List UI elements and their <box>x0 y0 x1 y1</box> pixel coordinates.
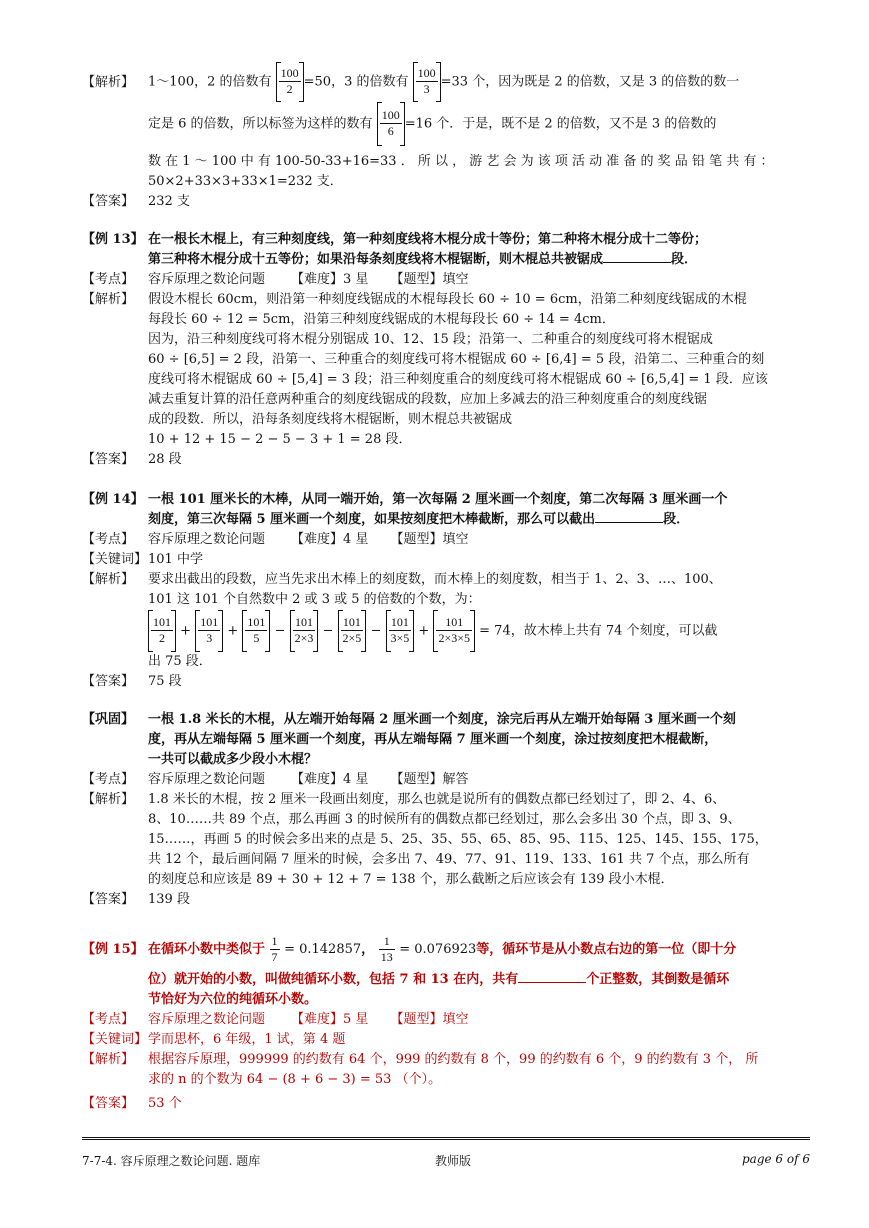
tag-daan: 【答案】 <box>82 194 135 209</box>
example-tag: 【例 13】 <box>82 232 144 247</box>
answer-blank <box>603 250 671 263</box>
numerator: 101 <box>247 615 266 629</box>
difficulty: 5 星 <box>343 1012 369 1027</box>
difficulty: 3 星 <box>343 272 369 287</box>
type-label: 【题型】 <box>390 532 443 547</box>
tag-jiexi: 【解析】 <box>82 74 135 90</box>
solution-text: 10 + 12 + 15 − 2 − 5 − 3 + 1 = 28 段． <box>148 432 412 447</box>
topic: 容斥原理之数论问题 <box>148 532 266 547</box>
question-text: 位）就开始的小数，叫做纯循环小数，包括 7 和 13 在内，共有 <box>148 972 519 987</box>
question-text: 在一根长木棍上，有三种刻度线，第一种刻度线将木棍分成十等份；第二种将木棍分成十二等份； <box>148 232 708 247</box>
numerator: 101 <box>445 615 464 629</box>
fraction <box>379 934 395 965</box>
tag-kaodian: 【考点】 <box>82 772 135 787</box>
numerator: 101 <box>294 615 313 629</box>
footer-page-number: page 6 of 6 <box>742 1152 810 1166</box>
type-label: 【题型】 <box>390 272 443 287</box>
denominator: 13 <box>380 950 393 964</box>
question-text: 一根 101 厘米长的木棒，从同一端开始，第一次每隔 2 厘米画一个刻度，第二次每隔 3 厘米画一个 <box>148 492 728 507</box>
question-type: 填空 <box>442 272 469 287</box>
operator: + <box>227 623 239 639</box>
denominator: 2 <box>151 630 173 646</box>
question-text: 段． <box>671 252 698 267</box>
difficulty-label: 【难度】 <box>291 532 344 547</box>
difficulty: 4 星 <box>343 532 369 547</box>
text-line: 数 在 1 ～ 100 中 有 100-50-33+16=33 ． 所 以 ， 游 艺 会 为 该 项 活 动 准 备 的 奖 品 铅 笔 共 有 ： <box>148 154 774 169</box>
text: =16 个．于是，既不是 2 的倍数，又不是 3 的倍数的 <box>404 116 717 132</box>
numerator: 100 <box>417 66 436 80</box>
numerator: 101 <box>390 615 409 629</box>
tag-daan: 【答案】 <box>82 674 135 689</box>
tag-keyword: 【关键词】 <box>82 552 148 567</box>
text: =33 个，因为既是 2 的倍数，又是 3 的倍数的数一 <box>440 74 740 90</box>
solution-text: 因为，沿三种刻度线可将木棍分别锯成 10、12、15 段；沿第一、二种重合的刻度线可将木棍锯成 <box>148 332 713 347</box>
question-text: 在循环小数中类似于 <box>148 942 266 957</box>
operator: − <box>322 623 334 639</box>
denominator: 3 <box>198 630 220 646</box>
question-type: 填空 <box>442 1012 469 1027</box>
floor-fraction <box>338 610 367 652</box>
topic: 容斥原理之数论问题 <box>148 1012 266 1027</box>
operator: − <box>274 623 286 639</box>
question-type: 填空 <box>442 532 469 547</box>
numerator: 101 <box>342 615 361 629</box>
denominator: 2 <box>279 81 301 97</box>
numerator: 100 <box>381 108 400 122</box>
solution-text: 1.8 米长的木棍，按 2 厘米一段画出刻度，那么也就是说所有的偶数点都已经划过了，即 2、4、6、 <box>148 792 726 807</box>
page-footer <box>82 1137 810 1168</box>
question-text: 度，再从左端每隔 5 厘米画一个刻度，再从左端每隔 7 厘米画一个刻度，涂过按刻度把木棍截断， <box>148 732 718 747</box>
question-text: 一根 1.8 米长的木棍，从左端开始每隔 2 厘米画一个刻度，涂完后再从左端开始每隔 3 厘米画一个刻 <box>148 712 736 727</box>
answer-blank <box>595 510 663 523</box>
example-14 <box>82 490 810 692</box>
solution-text: 15……，再画 5 的时候会多出来的点是 5、25、35、55、65、85、95、115、125、145、155、175， <box>148 832 768 847</box>
denominator: 7 <box>271 950 278 964</box>
solution-text: 60 ÷ [6,5] = 2 段，沿第一、三种重合的刻度线可将木棍锯成 60 ÷ [6,4] = 5 段，沿第二、三种重合的刻 <box>148 352 765 367</box>
solution-text: 出 75 段． <box>148 654 212 669</box>
punctuation: ， <box>361 942 375 957</box>
topic: 容斥原理之数论问题 <box>148 272 266 287</box>
tag-jiexi: 【解析】 <box>82 1052 135 1067</box>
example-tag: 【巩固】 <box>82 712 135 727</box>
difficulty-label: 【难度】 <box>291 272 344 287</box>
difficulty-label: 【难度】 <box>291 772 344 787</box>
formula-line <box>82 610 810 652</box>
repeating-decimal: = 0.142857 <box>284 942 362 957</box>
keyword: 学而思杯，6 年级，1 试，第 4 题 <box>148 1032 346 1047</box>
denominator: 2×3×5 <box>438 631 471 645</box>
repeating-decimal: = 0.076923 <box>399 942 477 957</box>
tag-kaodian: 【考点】 <box>82 272 135 287</box>
floor-fraction <box>242 610 270 652</box>
floor-fraction <box>290 610 319 652</box>
denominator: 6 <box>380 123 402 139</box>
fraction <box>270 934 280 965</box>
solution-text: = 74，故木棒上共有 74 个刻度，可以截 <box>479 623 718 639</box>
denominator: 2×3 <box>294 631 314 645</box>
numerator: 101 <box>153 615 171 629</box>
keyword: 101 中学 <box>148 552 203 567</box>
denominator: 3 <box>416 81 438 97</box>
floor-fraction <box>433 610 475 652</box>
type-label: 【题型】 <box>390 772 443 787</box>
example-tag: 【例 14】 <box>82 492 144 507</box>
tag-jiexi: 【解析】 <box>82 792 135 807</box>
topic: 容斥原理之数论问题 <box>148 772 266 787</box>
text: 定是 6 的倍数，所以标签为这样的数有 <box>148 116 373 132</box>
type-label: 【题型】 <box>390 1012 443 1027</box>
floor-fraction <box>148 610 176 652</box>
footer-edition: 教师版 <box>435 1154 472 1168</box>
answer: 28 段 <box>148 452 182 467</box>
question-text: 节恰好为六位的纯循环小数。 <box>148 992 318 1007</box>
solution-text: 101 这 101 个自然数中 2 或 3 或 5 的倍数的个数，为： <box>148 592 481 607</box>
denominator: 5 <box>245 630 267 646</box>
solution-text: 8、10……共 89 个点，那么再画 3 的时候所有的偶数点都已经划过，那么会多出 30 个点，即 3、9、 <box>148 812 741 827</box>
section-prev-solution <box>82 62 810 212</box>
operator: + <box>418 623 430 639</box>
floor-fraction <box>195 610 223 652</box>
question-text: 一共可以截成多少段小木棍？ <box>148 752 318 767</box>
tag-kaodian: 【考点】 <box>82 532 135 547</box>
denominator: 2×5 <box>342 631 362 645</box>
question-text: 个正整数，其倒数是循环 <box>586 972 730 987</box>
tag-daan: 【答案】 <box>82 452 135 467</box>
answer: 139 段 <box>148 892 190 907</box>
solution-text: 求的 n 的个数为 64 − (8 + 6 − 3) = 53 （个）。 <box>148 1072 442 1087</box>
question-text: 等，循环节是从小数点右边的第一位（即十分 <box>476 942 737 957</box>
floor-fraction <box>377 102 405 146</box>
tag-daan: 【答案】 <box>82 892 135 907</box>
numerator: 100 <box>280 66 299 80</box>
answer: 53 个 <box>148 1096 182 1111</box>
answer: 75 段 <box>148 674 182 689</box>
denominator: 3×5 <box>390 631 410 645</box>
solution-text: 根据容斥原理，999999 的约数有 64 个，999 的约数有 8 个，99 的约数有 6 个，9 的约数有 3 个， 所 <box>148 1052 759 1067</box>
difficulty: 4 星 <box>343 772 369 787</box>
solution-text: 每段长 60 ÷ 12 = 5cm，沿第三种刻度线锯成的木棍每段长 60 ÷ 14 = 4cm． <box>148 312 615 327</box>
tag-daan: 【答案】 <box>82 1096 135 1111</box>
numerator: 1 <box>271 934 278 948</box>
floor-fraction <box>386 610 415 652</box>
footer-source: 7-7-4. 容斥原理之数论问题. 题库 <box>82 1154 261 1168</box>
tag-jiexi: 【解析】 <box>82 572 135 587</box>
consolidation-problem <box>82 710 810 910</box>
example-13 <box>82 230 810 470</box>
solution-text: 度线可将木棍锯成 60 ÷ [5,4] = 3 段；沿三种刻度重合的刻度线可将木棍锯成 60 ÷ [6,5,4] = 1 段．应该 <box>148 372 768 387</box>
text: 1～100，2 的倍数有 <box>148 74 272 90</box>
solution-text: 共 12 个，最后画间隔 7 厘米的时候，会多出 7、49、77、91、119、133、161 共 7 个点，那么所有 <box>148 852 750 867</box>
solution-text: 要求出截出的段数，应当先求出木棒上的刻度数，而木棒上的刻度数，相当于 1、2、3、…、100、 <box>148 572 722 587</box>
text: =50，3 的倍数有 <box>303 74 409 90</box>
question-type: 解答 <box>442 772 469 787</box>
numerator: 1 <box>383 934 390 948</box>
question-text: 刻度，第三次每隔 5 厘米画一个刻度，如果按刻度把木棒截断，那么可以截出 <box>148 512 596 527</box>
tag-jiexi: 【解析】 <box>82 292 135 307</box>
solution-text: 成的段数．所以，沿每条刻度线将木棍锯断，则木棍总共被锯成 <box>148 412 513 427</box>
question-text: 第三种将木棍分成十五等份；如果沿每条刻度线将木棍锯断，则木棍总共被锯成 <box>148 252 604 267</box>
tag-kaodian: 【考点】 <box>82 1012 135 1027</box>
example-15 <box>82 930 810 1114</box>
solution-text: 的刻度总和应该是 89 + 30 + 12 + 7 = 138 个，那么截断之后应该会有 139 段小木棍． <box>148 872 674 887</box>
answer: 232 支 <box>148 194 190 209</box>
answer-blank <box>518 970 586 983</box>
tag-keyword: 【关键词】 <box>82 1032 148 1047</box>
operator: + <box>180 623 192 639</box>
difficulty-label: 【难度】 <box>291 1012 344 1027</box>
solution-text: 假设木棍长 60cm，则沿第一种刻度线锯成的木棍每段长 60 ÷ 10 = 6cm，沿第二种刻度线锯成的木棍 <box>148 292 747 307</box>
operator: − <box>370 623 382 639</box>
text-line: 50×2+33×3+33×1=232 支． <box>148 174 343 189</box>
floor-fraction <box>413 62 441 102</box>
numerator: 101 <box>200 615 219 629</box>
question-text: 段． <box>663 512 690 527</box>
example-tag: 【例 15】 <box>82 942 144 957</box>
solution-text: 减去重复计算的沿任意两种重合的刻度线锯成的段数，应加上多减去的沿三种刻度重合的刻度线锯 <box>148 392 708 407</box>
floor-fraction <box>276 62 304 102</box>
